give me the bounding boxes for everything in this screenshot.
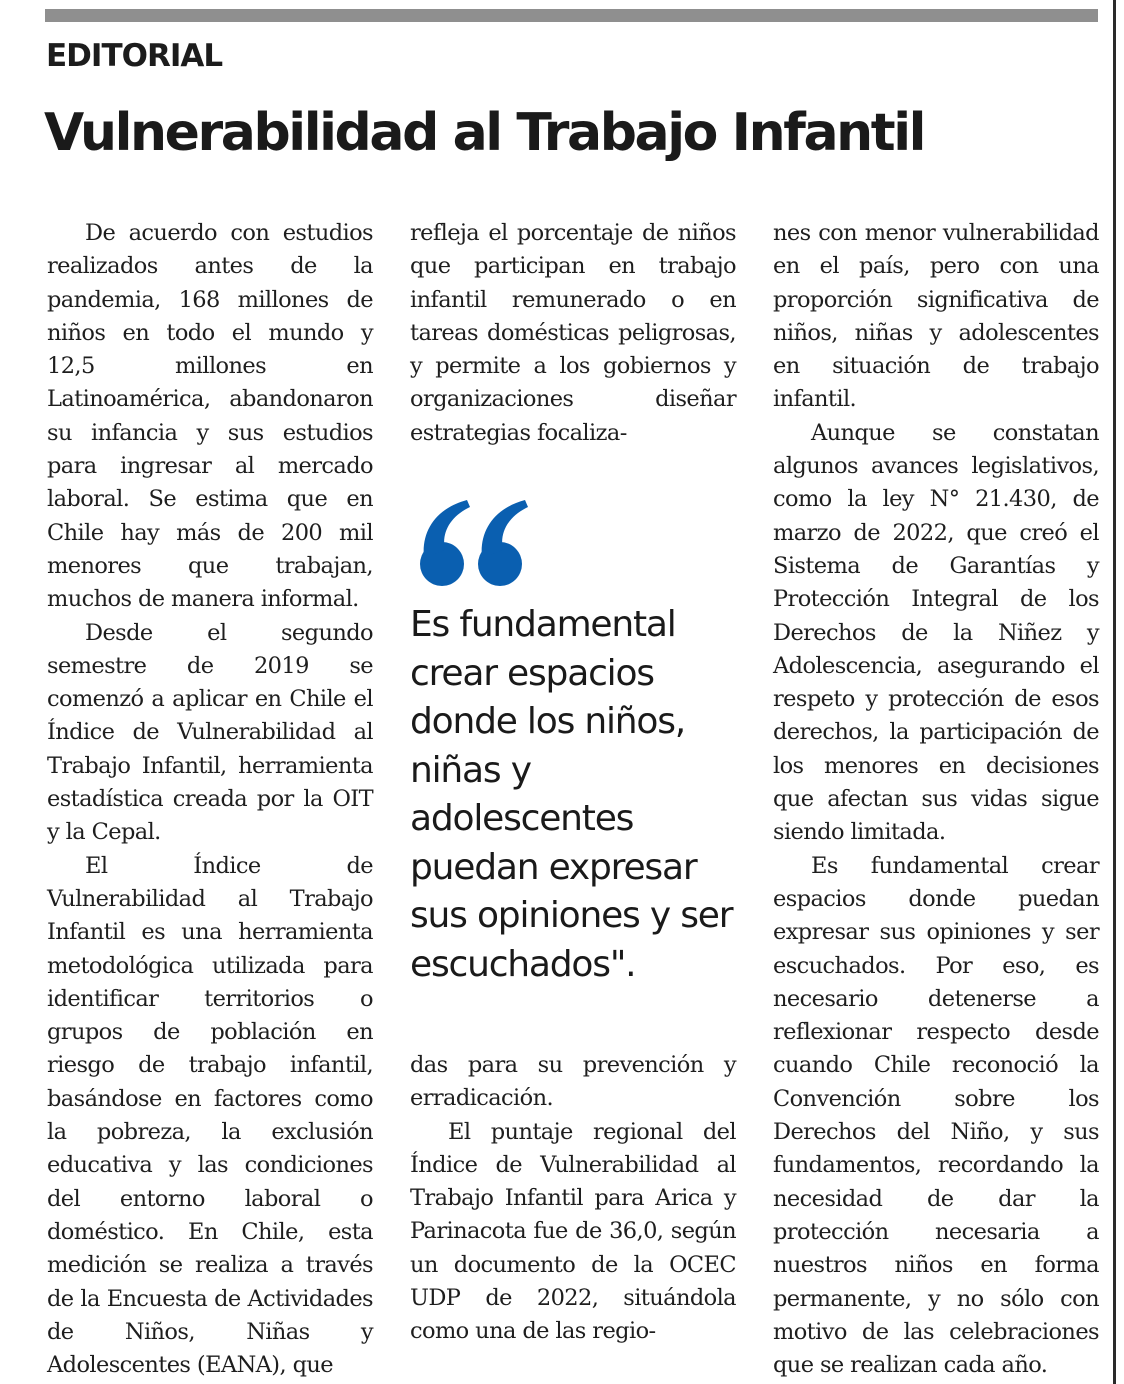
paragraph: El puntaje regional del Índice de Vulnerabilidad al Trabajo Infantil para Arica y Parinacota fue de 36,0, según un documento de la OCEC UDP de 2022, situándola como una de las regio- [410,1118,736,1345]
section-label: EDITORIAL [46,38,223,74]
paragraph: De acuerdo con estudios realizados antes de la pandemia, 168 millones de niños en todo el mundo y 12,5 millones en Latinoamérica, abandonaron su infancia y sus estudios para ingresar al mercado laboral. Se estima que en Chile hay más de 200 mil menores que trabajan, muchos de manera informal. [47,220,373,613]
article-column-2-bottom [410,1049,736,1349]
column-divider [1113,0,1116,1384]
article-column-1 [47,217,373,1382]
quotation-mark-icon [415,498,530,588]
paragraph: refleja el porcentaje de niños que participan en trabajo infantil remunerado o en tareas domésticas peligrosas, y permite a los gobiernos y organizaciones diseñar estrategias focaliza- [410,220,736,446]
article-column-2-top [410,217,736,450]
top-rule [45,9,1098,22]
headline: Vulnerabilidad al Trabajo Infantil [44,103,925,163]
pull-quote: Es fundamental crear espacios donde los niños, niñas y adolescentes puedan expresar sus opiniones y ser escuchados". [410,604,733,985]
paragraph: das para su prevención y erradicación. [410,1052,736,1112]
paragraph: Desde el segundo semestre de 2019 se comenzó a aplicar en Chile el Índice de Vulnerabilidad al Trabajo Infantil, herramienta estadística creada por la OIT y la Cepal. [47,619,373,846]
paragraph: Aunque se constatan algunos avances legislativos, como la ley N° 21.430, de marzo de 2022, que creó el Sistema de Garantías y Protección Integral de los Derechos de la Niñez y Adolescencia, asegurando el respeto y protección de esos derechos, la participación de los menores en decisiones que afectan sus vidas sigue siendo limitada. [773,419,1099,846]
paragraph: nes con menor vulnerabilidad en el país, pero con una proporción significativa de niños, niñas y adolescentes en situación de trabajo infantil. [773,220,1099,413]
paragraph: El Índice de Vulnerabilidad al Trabajo Infantil es una herramienta metodológica utilizada para identificar territorios o grupos de población en riesgo de trabajo infantil, basándose en factores como la pobreza, la exclusión educativa y las condiciones del entorno laboral o doméstico. En Chile, esta medición se realiza a través de la Encuesta de Actividades de Niños, Niñas y Adolescentes (EANA), que [47,852,373,1379]
article-column-3 [773,217,1099,1382]
paragraph: Es fundamental crear espacios donde puedan expresar sus opiniones y ser escuchados. Por eso, es necesario detenerse a reflexionar respecto desde cuando Chile reconoció la Convención sobre los Derechos del Niño, y sus fundamentos, recordando la necesidad de dar la protección necesaria a nuestros niños en forma permanente, y no sólo con motivo de las celebraciones que se realizan cada año. [773,852,1099,1379]
